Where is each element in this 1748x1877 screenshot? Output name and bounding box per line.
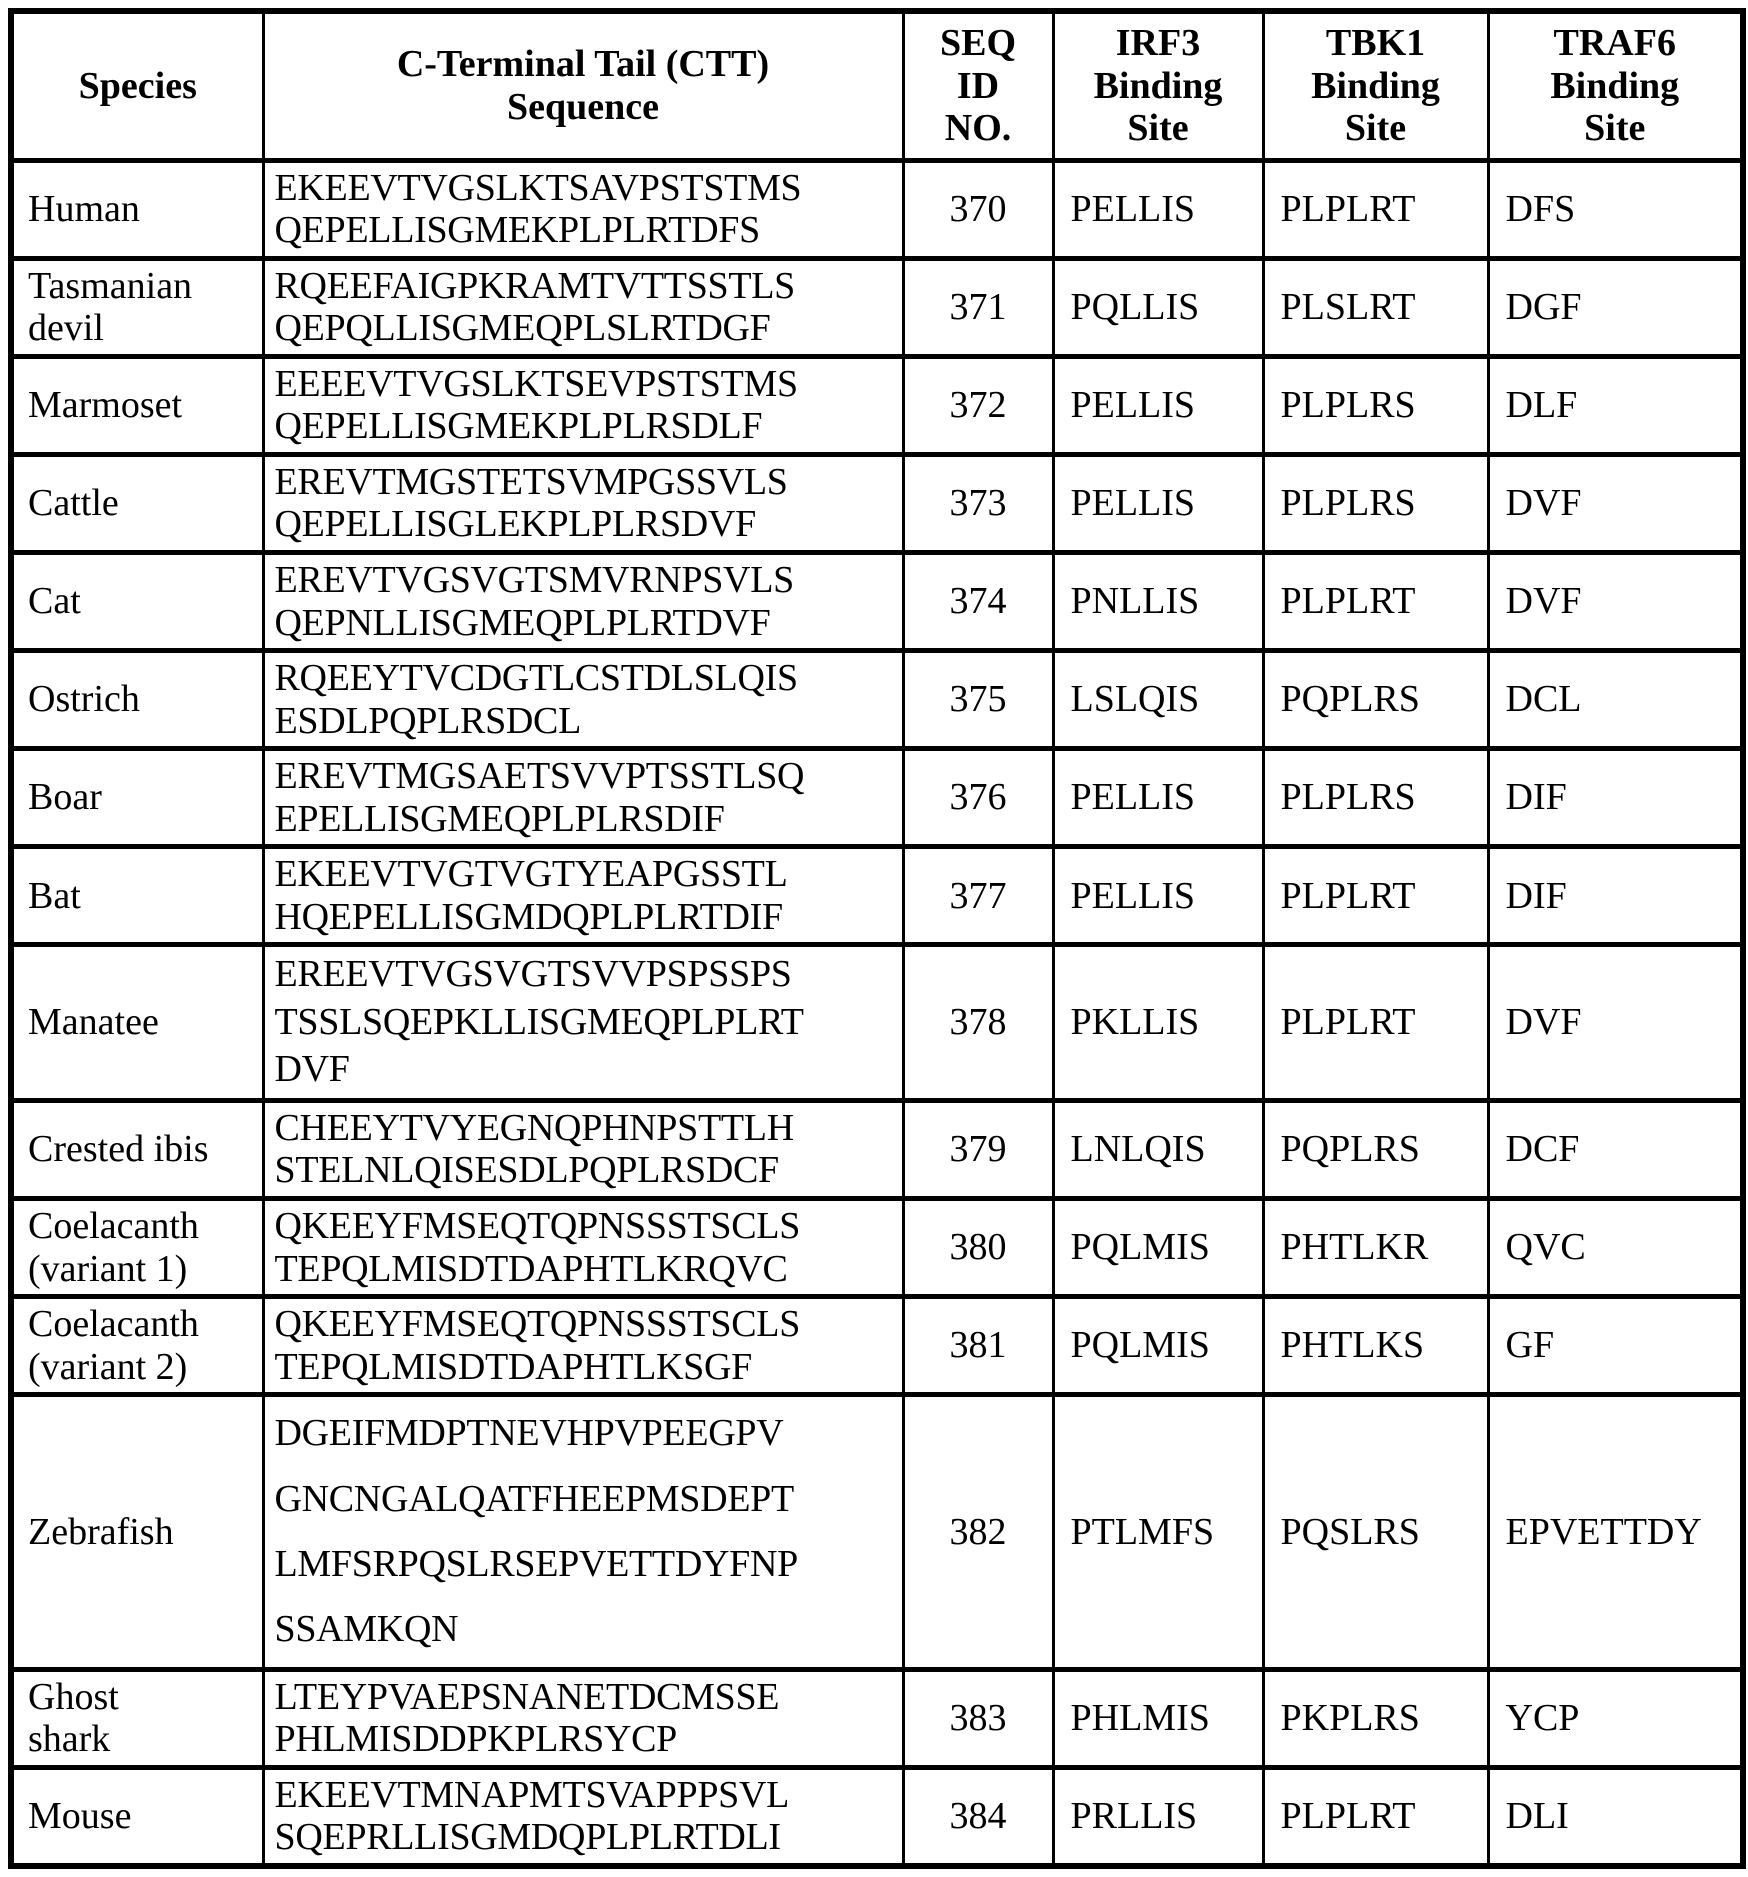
table-row bbox=[11, 945, 1743, 1101]
species-cell: Crested ibis bbox=[11, 1100, 263, 1198]
species-cell: Ostrich bbox=[11, 651, 263, 749]
sequence-cell: QKEEYFMSEQTQPNSSSTSCLS TEPQLMISDTDAPHTLKRQVC bbox=[263, 1198, 903, 1296]
table-row bbox=[11, 553, 1743, 651]
traf6-cell: DFS bbox=[1488, 160, 1743, 258]
table-row bbox=[11, 356, 1743, 454]
irf3-cell: PELLIS bbox=[1053, 749, 1263, 847]
header-tbk1: TBK1 Binding Site bbox=[1263, 11, 1488, 160]
tbk1-cell: PHTLKS bbox=[1263, 1297, 1488, 1395]
species-cell: Marmoset bbox=[11, 356, 263, 454]
sequence-cell: EEEEVTVGSLKTSEVPSTSTMS QEPELLISGMEKPLPLRSDLF bbox=[263, 356, 903, 454]
tbk1-cell: PKPLRS bbox=[1263, 1669, 1488, 1767]
irf3-cell: PELLIS bbox=[1053, 454, 1263, 552]
sequence-cell: RQEEFAIGPKRAMTVTTSSTLS QEPQLLISGMEQPLSLRTDGF bbox=[263, 258, 903, 356]
irf3-cell: LSLQIS bbox=[1053, 651, 1263, 749]
tbk1-cell: PLPLRS bbox=[1263, 356, 1488, 454]
traf6-cell: DLF bbox=[1488, 356, 1743, 454]
header-seq-id: SEQ ID NO. bbox=[903, 11, 1053, 160]
ctt-sequence-table bbox=[8, 8, 1746, 1869]
traf6-cell: DVF bbox=[1488, 454, 1743, 552]
sequence-cell: EREVTMGSAETSVVPTSSTLSQ EPELLISGMEQPLPLRSDIF bbox=[263, 749, 903, 847]
irf3-cell: PKLLIS bbox=[1053, 945, 1263, 1101]
irf3-cell: LNLQIS bbox=[1053, 1100, 1263, 1198]
table-row bbox=[11, 1198, 1743, 1296]
header-irf3: IRF3 Binding Site bbox=[1053, 11, 1263, 160]
traf6-cell: DLI bbox=[1488, 1767, 1743, 1866]
table-row bbox=[11, 160, 1743, 258]
species-cell: Zebrafish bbox=[11, 1395, 263, 1669]
header-row bbox=[11, 11, 1743, 160]
species-cell: Human bbox=[11, 160, 263, 258]
seq-id-cell: 374 bbox=[903, 553, 1053, 651]
traf6-cell: QVC bbox=[1488, 1198, 1743, 1296]
tbk1-cell: PQSLRS bbox=[1263, 1395, 1488, 1669]
species-cell: Coelacanth (variant 2) bbox=[11, 1297, 263, 1395]
traf6-cell: DIF bbox=[1488, 749, 1743, 847]
species-cell: Tasmanian devil bbox=[11, 258, 263, 356]
traf6-cell: DCF bbox=[1488, 1100, 1743, 1198]
sequence-cell: LTEYPVAEPSNANETDCMSSE PHLMISDDPKPLRSYCP bbox=[263, 1669, 903, 1767]
traf6-cell: DCL bbox=[1488, 651, 1743, 749]
tbk1-cell: PLPLRS bbox=[1263, 454, 1488, 552]
header-traf6: TRAF6 Binding Site bbox=[1488, 11, 1743, 160]
sequence-cell: EREVTMGSTETSVMPGSSVLS QEPELLISGLEKPLPLRSDVF bbox=[263, 454, 903, 552]
table-row bbox=[11, 1395, 1743, 1669]
irf3-cell: PQLMIS bbox=[1053, 1198, 1263, 1296]
header-sequence: C-Terminal Tail (CTT) Sequence bbox=[263, 11, 903, 160]
traf6-cell: DGF bbox=[1488, 258, 1743, 356]
table-row bbox=[11, 749, 1743, 847]
species-cell: Boar bbox=[11, 749, 263, 847]
tbk1-cell: PLPLRT bbox=[1263, 1767, 1488, 1866]
table-row bbox=[11, 847, 1743, 945]
tbk1-cell: PLSLRT bbox=[1263, 258, 1488, 356]
species-cell: Manatee bbox=[11, 945, 263, 1101]
seq-id-cell: 380 bbox=[903, 1198, 1053, 1296]
seq-id-cell: 383 bbox=[903, 1669, 1053, 1767]
irf3-cell: PRLLIS bbox=[1053, 1767, 1263, 1866]
irf3-cell: PELLIS bbox=[1053, 847, 1263, 945]
table-row bbox=[11, 1767, 1743, 1866]
traf6-cell: GF bbox=[1488, 1297, 1743, 1395]
tbk1-cell: PQPLRS bbox=[1263, 1100, 1488, 1198]
seq-id-cell: 376 bbox=[903, 749, 1053, 847]
species-cell: Coelacanth (variant 1) bbox=[11, 1198, 263, 1296]
irf3-cell: PTLMFS bbox=[1053, 1395, 1263, 1669]
table-row bbox=[11, 1297, 1743, 1395]
sequence-cell: QKEEYFMSEQTQPNSSSTSCLS TEPQLMISDTDAPHTLKSGF bbox=[263, 1297, 903, 1395]
seq-id-cell: 379 bbox=[903, 1100, 1053, 1198]
traf6-cell: DIF bbox=[1488, 847, 1743, 945]
irf3-cell: PQLMIS bbox=[1053, 1297, 1263, 1395]
sequence-cell: EREVTVGSVGTSMVRNPSVLS QEPNLLISGMEQPLPLRTDVF bbox=[263, 553, 903, 651]
irf3-cell: PHLMIS bbox=[1053, 1669, 1263, 1767]
irf3-cell: PNLLIS bbox=[1053, 553, 1263, 651]
table-row bbox=[11, 1669, 1743, 1767]
species-cell: Bat bbox=[11, 847, 263, 945]
seq-id-cell: 372 bbox=[903, 356, 1053, 454]
tbk1-cell: PLPLRT bbox=[1263, 553, 1488, 651]
species-cell: Ghost shark bbox=[11, 1669, 263, 1767]
seq-id-cell: 384 bbox=[903, 1767, 1053, 1866]
irf3-cell: PELLIS bbox=[1053, 160, 1263, 258]
table-row bbox=[11, 258, 1743, 356]
seq-id-cell: 373 bbox=[903, 454, 1053, 552]
sequence-cell: EKEEVTMNAPMTSVAPPPSVL SQEPRLLISGMDQPLPLRTDLI bbox=[263, 1767, 903, 1866]
table-row bbox=[11, 651, 1743, 749]
tbk1-cell: PLPLRT bbox=[1263, 160, 1488, 258]
sequence-cell: EKEEVTVGTVGTYEAPGSSTL HQEPELLISGMDQPLPLRTDIF bbox=[263, 847, 903, 945]
sequence-cell: EREEVTVGSVGTSVVPSPSSPS TSSLSQEPKLLISGMEQPLPLRT DVF bbox=[263, 945, 903, 1101]
irf3-cell: PQLLIS bbox=[1053, 258, 1263, 356]
tbk1-cell: PLPLRT bbox=[1263, 847, 1488, 945]
tbk1-cell: PHTLKR bbox=[1263, 1198, 1488, 1296]
traf6-cell: EPVETTDY bbox=[1488, 1395, 1743, 1669]
irf3-cell: PELLIS bbox=[1053, 356, 1263, 454]
tbk1-cell: PLPLRT bbox=[1263, 945, 1488, 1101]
tbk1-cell: PLPLRS bbox=[1263, 749, 1488, 847]
header-species: Species bbox=[11, 11, 263, 160]
sequence-cell: DGEIFMDPTNEVHPVPEEGPV GNCNGALQATFHEEPMSDEPT LMFSRPQSLRSEPVETTDYFNP SSAMKQN bbox=[263, 1395, 903, 1669]
sequence-cell: RQEEYTVCDGTLCSTDLSLQIS ESDLPQPLRSDCL bbox=[263, 651, 903, 749]
seq-id-cell: 382 bbox=[903, 1395, 1053, 1669]
tbk1-cell: PQPLRS bbox=[1263, 651, 1488, 749]
seq-id-cell: 371 bbox=[903, 258, 1053, 356]
seq-id-cell: 377 bbox=[903, 847, 1053, 945]
seq-id-cell: 370 bbox=[903, 160, 1053, 258]
species-cell: Mouse bbox=[11, 1767, 263, 1866]
sequence-cell: EKEEVTVGSLKTSAVPSTSTMS QEPELLISGMEKPLPLRTDFS bbox=[263, 160, 903, 258]
species-cell: Cat bbox=[11, 553, 263, 651]
seq-id-cell: 375 bbox=[903, 651, 1053, 749]
sequence-cell: CHEEYTVYEGNQPHNPSTTLH STELNLQISESDLPQPLRSDCF bbox=[263, 1100, 903, 1198]
species-cell: Cattle bbox=[11, 454, 263, 552]
traf6-cell: YCP bbox=[1488, 1669, 1743, 1767]
table-row bbox=[11, 454, 1743, 552]
seq-id-cell: 378 bbox=[903, 945, 1053, 1101]
traf6-cell: DVF bbox=[1488, 553, 1743, 651]
table-row bbox=[11, 1100, 1743, 1198]
seq-id-cell: 381 bbox=[903, 1297, 1053, 1395]
traf6-cell: DVF bbox=[1488, 945, 1743, 1101]
